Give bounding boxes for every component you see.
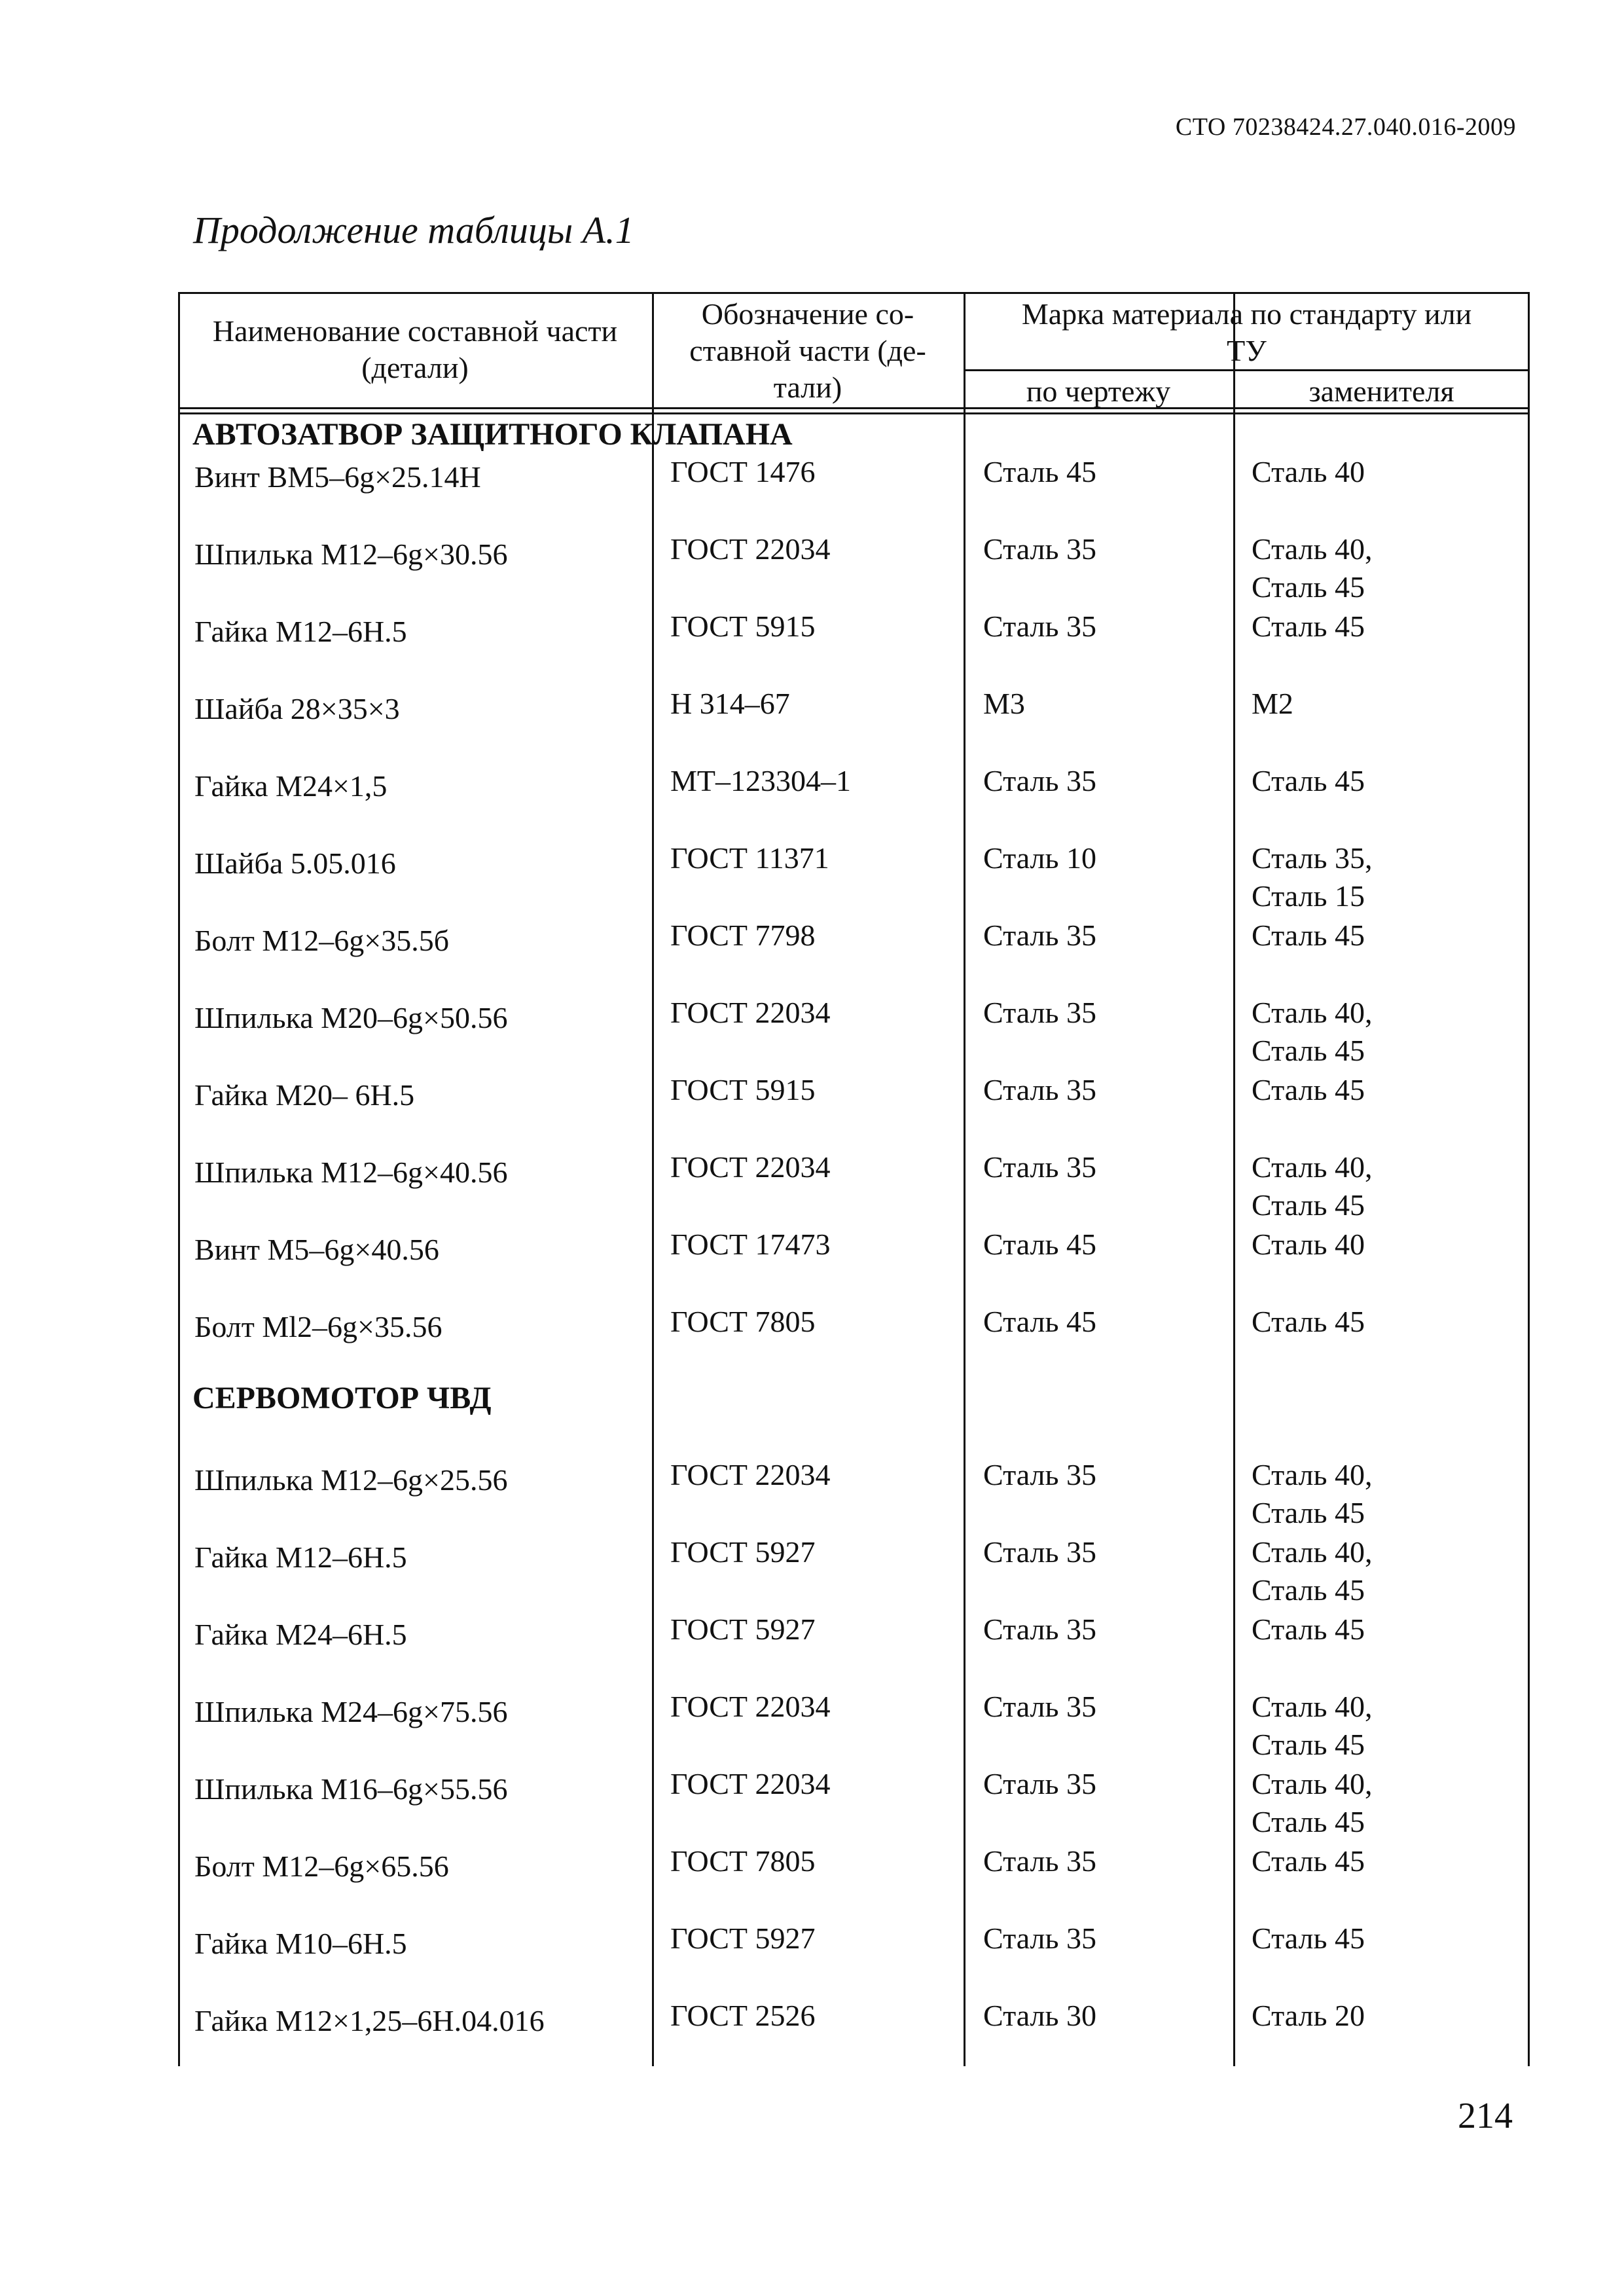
part-name: Гайка М12–6Н.5 bbox=[194, 615, 407, 648]
part-code: ГОСТ 22034 bbox=[670, 1690, 831, 1723]
material-substitute bbox=[1252, 1533, 1373, 1609]
table-row bbox=[178, 762, 1530, 839]
part-code: ГОСТ 22034 bbox=[670, 1458, 831, 1491]
substitute-line1: Сталь 45 bbox=[1252, 1613, 1365, 1646]
substitute-line2: Сталь 45 bbox=[1252, 1805, 1365, 1838]
material-substitute bbox=[1252, 1226, 1365, 1264]
part-name: Винт М5–6g×40.56 bbox=[194, 1233, 439, 1266]
header-substitute: заменителя bbox=[1308, 374, 1454, 408]
material-by-drawing: Сталь 45 bbox=[983, 1305, 1096, 1338]
table-row bbox=[178, 685, 1530, 762]
part-code: ГОСТ 7798 bbox=[670, 919, 816, 952]
part-code: ГОСТ 2526 bbox=[670, 1999, 816, 2032]
table-row bbox=[178, 530, 1530, 608]
material-substitute bbox=[1252, 1456, 1373, 1532]
substitute-line1: Сталь 40, bbox=[1252, 996, 1373, 1029]
section-title: АВТОЗАТВОР ЗАЩИТНОГО КЛАПАНА bbox=[192, 417, 793, 452]
material-substitute bbox=[1252, 1611, 1365, 1649]
part-code: ГОСТ 7805 bbox=[670, 1844, 816, 1878]
substitute-line2: Сталь 45 bbox=[1252, 1188, 1365, 1222]
header-name-line2: (детали) bbox=[361, 351, 469, 384]
substitute-line1: Сталь 40, bbox=[1252, 532, 1373, 566]
material-substitute bbox=[1252, 994, 1373, 1070]
material-by-drawing: Сталь 35 bbox=[983, 1613, 1096, 1646]
material-substitute bbox=[1252, 1842, 1365, 1880]
header-name-line1: Наименование составной части bbox=[212, 314, 618, 348]
page-number: 214 bbox=[1458, 2096, 1513, 2136]
substitute-line1: Сталь 40 bbox=[1252, 1228, 1365, 1261]
substitute-line1: Сталь 20 bbox=[1252, 1999, 1365, 2032]
part-name: Болт М12–6g×65.56 bbox=[194, 1850, 449, 1883]
substitute-line1: Сталь 45 bbox=[1252, 610, 1365, 643]
substitute-line2: Сталь 45 bbox=[1252, 1728, 1365, 1761]
substitute-line1: Сталь 40, bbox=[1252, 1690, 1373, 1723]
table-row bbox=[178, 1071, 1530, 1148]
material-by-drawing: Сталь 35 bbox=[983, 919, 1096, 952]
part-name: Гайка М20– 6Н.5 bbox=[194, 1078, 415, 1112]
part-name: Шпилька М20–6g×50.56 bbox=[194, 1001, 508, 1034]
material-substitute bbox=[1252, 1071, 1365, 1109]
material-by-drawing: Сталь 45 bbox=[983, 455, 1096, 488]
header-code-line1: Обозначение со- bbox=[701, 297, 914, 331]
material-substitute bbox=[1252, 762, 1365, 800]
material-substitute bbox=[1252, 453, 1365, 491]
part-code: ГОСТ 5915 bbox=[670, 610, 816, 643]
part-code: ГОСТ 5927 bbox=[670, 1613, 816, 1646]
substitute-line1: Сталь 45 bbox=[1252, 764, 1365, 797]
material-substitute bbox=[1252, 1765, 1373, 1841]
substitute-line1: Сталь 40, bbox=[1252, 1535, 1373, 1569]
material-by-drawing: Сталь 35 bbox=[983, 532, 1096, 566]
substitute-line2: Сталь 45 bbox=[1252, 1034, 1365, 1067]
header-code-line2: ставной части (де- bbox=[689, 334, 926, 367]
table-row bbox=[178, 1997, 1530, 2074]
material-by-drawing: Сталь 35 bbox=[983, 610, 1096, 643]
table-row bbox=[178, 1688, 1530, 1765]
material-by-drawing: Сталь 45 bbox=[983, 1228, 1096, 1261]
table-row bbox=[178, 1611, 1530, 1688]
material-by-drawing: Сталь 30 bbox=[983, 1999, 1096, 2032]
header-material-line1: Марка материала по стандарту или bbox=[1021, 297, 1472, 331]
material-by-drawing: Сталь 35 bbox=[983, 1690, 1096, 1723]
material-by-drawing: Сталь 10 bbox=[983, 841, 1096, 875]
header-material bbox=[964, 296, 1530, 369]
material-substitute bbox=[1252, 1997, 1365, 2035]
table-row bbox=[178, 1920, 1530, 1997]
substitute-line1: Сталь 45 bbox=[1252, 1073, 1365, 1106]
table-row bbox=[178, 1226, 1530, 1303]
part-name: Шпилька М12–6g×40.56 bbox=[194, 1156, 508, 1189]
substitute-line1: Сталь 45 bbox=[1252, 1922, 1365, 1955]
part-name: Болт М12–6g×35.5б bbox=[194, 924, 450, 957]
substitute-line1: Сталь 40, bbox=[1252, 1458, 1373, 1491]
part-code: МТ–123304–1 bbox=[670, 764, 851, 797]
material-by-drawing: Сталь 35 bbox=[983, 1535, 1096, 1569]
substitute-line1: М2 bbox=[1252, 687, 1293, 720]
part-name: Винт ВМ5–6g×25.14Н bbox=[194, 460, 481, 494]
part-name: Шпилька М12–6g×30.56 bbox=[194, 538, 508, 571]
part-code: ГОСТ 5915 bbox=[670, 1073, 816, 1106]
parts-table bbox=[178, 292, 1530, 2066]
table-title: Продолжение таблицы А.1 bbox=[193, 209, 634, 251]
part-name: Шайба 5.05.016 bbox=[194, 847, 396, 880]
material-substitute bbox=[1252, 917, 1365, 955]
table-row bbox=[178, 1303, 1530, 1380]
table-row bbox=[178, 1456, 1530, 1533]
part-name: Гайка М12×1,25–6Н.04.016 bbox=[194, 2004, 545, 2037]
material-by-drawing: М3 bbox=[983, 687, 1025, 720]
part-name: Болт Мl2–6g×35.56 bbox=[194, 1310, 442, 1343]
material-by-drawing: Сталь 35 bbox=[983, 1150, 1096, 1184]
substitute-line1: Сталь 45 bbox=[1252, 1844, 1365, 1878]
material-substitute bbox=[1252, 1148, 1373, 1224]
header-material-line2: ТУ bbox=[1227, 334, 1267, 367]
material-substitute bbox=[1252, 685, 1293, 723]
part-name: Шпилька М16–6g×55.56 bbox=[194, 1772, 508, 1806]
part-name: Шайба 28×35×3 bbox=[194, 692, 400, 725]
part-code: ГОСТ 11371 bbox=[670, 841, 829, 875]
table-row bbox=[178, 608, 1530, 685]
document-code: СТО 70238424.27.040.016-2009 bbox=[1175, 113, 1516, 141]
part-name: Гайка М24×1,5 bbox=[194, 769, 388, 803]
table-row bbox=[178, 1148, 1530, 1226]
material-substitute bbox=[1252, 839, 1373, 915]
section-title: СЕРВОМОТОР ЧВД bbox=[192, 1381, 492, 1415]
material-substitute bbox=[1252, 608, 1365, 646]
substitute-line2: Сталь 45 bbox=[1252, 1496, 1365, 1529]
header-by-drawing: по чертежу bbox=[1026, 374, 1171, 408]
substitute-line1: Сталь 40, bbox=[1252, 1150, 1373, 1184]
substitute-line2: Сталь 15 bbox=[1252, 879, 1365, 913]
part-code: ГОСТ 22034 bbox=[670, 532, 831, 566]
material-by-drawing: Сталь 35 bbox=[983, 1458, 1096, 1491]
substitute-line1: Сталь 40, bbox=[1252, 1767, 1373, 1800]
table-row bbox=[178, 1842, 1530, 1920]
material-by-drawing: Сталь 35 bbox=[983, 1844, 1096, 1878]
header-name bbox=[178, 313, 652, 386]
part-code: ГОСТ 7805 bbox=[670, 1305, 816, 1338]
substitute-line1: Сталь 35, bbox=[1252, 841, 1373, 875]
material-by-drawing: Сталь 35 bbox=[983, 996, 1096, 1029]
material-substitute bbox=[1252, 1303, 1365, 1341]
header-bottom-line-2 bbox=[178, 412, 1530, 414]
substitute-line2: Сталь 45 bbox=[1252, 570, 1365, 604]
table-row bbox=[178, 1533, 1530, 1611]
part-code: ГОСТ 5927 bbox=[670, 1535, 816, 1569]
part-code: ГОСТ 5927 bbox=[670, 1922, 816, 1955]
material-by-drawing: Сталь 35 bbox=[983, 764, 1096, 797]
part-name: Гайка М24–6Н.5 bbox=[194, 1618, 407, 1651]
part-code: ГОСТ 22034 bbox=[670, 1150, 831, 1184]
substitute-line1: Сталь 45 bbox=[1252, 919, 1365, 952]
substitute-line2: Сталь 45 bbox=[1252, 1573, 1365, 1607]
table-row bbox=[178, 917, 1530, 994]
material-substitute bbox=[1252, 1920, 1365, 1958]
material-by-drawing: Сталь 35 bbox=[983, 1073, 1096, 1106]
part-name: Гайка М12–6Н.5 bbox=[194, 1540, 407, 1574]
part-code: ГОСТ 17473 bbox=[670, 1228, 831, 1261]
part-code: ГОСТ 1476 bbox=[670, 455, 816, 488]
table-row bbox=[178, 453, 1530, 530]
table-row bbox=[178, 839, 1530, 917]
header-code-line3: тали) bbox=[773, 371, 842, 404]
material-substitute bbox=[1252, 530, 1373, 606]
table-row bbox=[178, 1765, 1530, 1842]
header-split-line bbox=[964, 369, 1530, 371]
header-code bbox=[652, 296, 964, 406]
part-code: ГОСТ 22034 bbox=[670, 996, 831, 1029]
table-row bbox=[178, 994, 1530, 1071]
part-code: ГОСТ 22034 bbox=[670, 1767, 831, 1800]
material-substitute bbox=[1252, 1688, 1373, 1764]
substitute-line1: Сталь 40 bbox=[1252, 455, 1365, 488]
material-by-drawing: Сталь 35 bbox=[983, 1767, 1096, 1800]
part-code: Н 314–67 bbox=[670, 687, 790, 720]
material-by-drawing: Сталь 35 bbox=[983, 1922, 1096, 1955]
table-border-top bbox=[178, 292, 1530, 294]
part-name: Гайка М10–6Н.5 bbox=[194, 1927, 407, 1960]
substitute-line1: Сталь 45 bbox=[1252, 1305, 1365, 1338]
part-name: Шпилька М24–6g×75.56 bbox=[194, 1695, 508, 1728]
part-name: Шпилька М12–6g×25.56 bbox=[194, 1463, 508, 1497]
